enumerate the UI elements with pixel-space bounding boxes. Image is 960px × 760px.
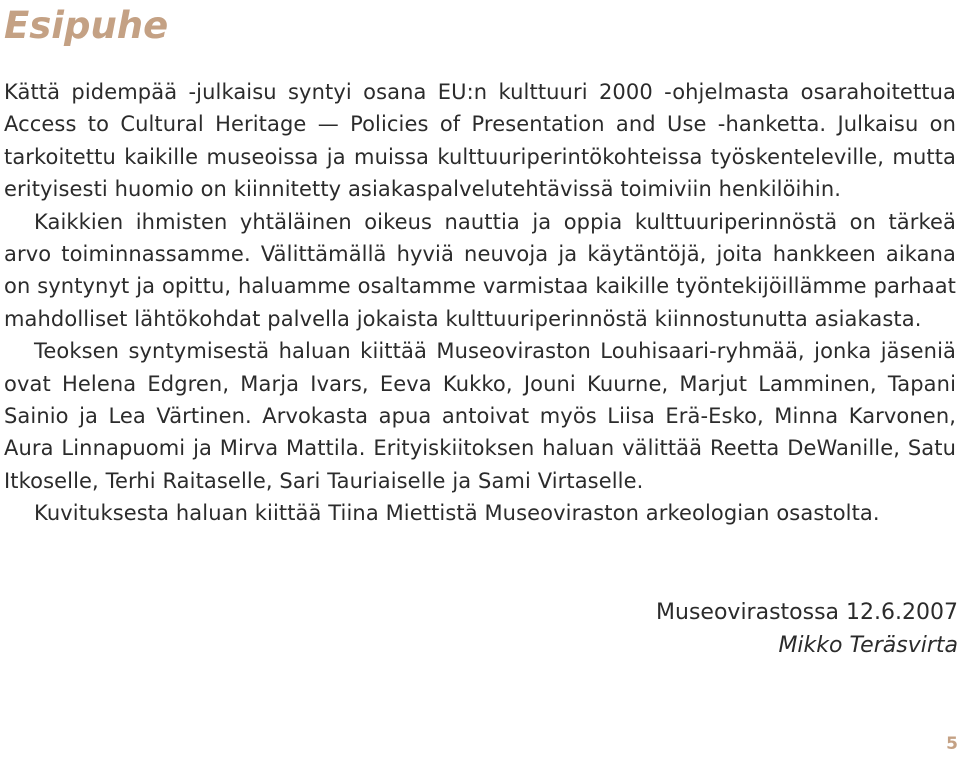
signature-place-date: Museovirastossa 12.6.2007 [656,600,958,625]
paragraph-thanks: Teoksen syntymisestä haluan kiittää Museoviraston Louhisaari-ryhmää, jonka jäseniä ovat Helena Edgren, Marja Ivars, Eeva Kukko, Jouni Kuurne, Marjut Lamminen, Tapani Sainio ja Lea Värtinen. Arvokasta apua antoivat myös Liisa Erä-Esko, Minna Karvonen, Aura Linnapuomi ja Mirva Mattila. Erityiskiitoksen haluan välittää Reetta DeWanille, Satu Itkoselle, Terhi Raitaselle, Sari Tauriaiselle ja Sami Virtaselle. [4,339,956,493]
signature-block [656,596,958,662]
paragraph-illustration-thanks: Kuvituksesta haluan kiittää Tiina Miettistä Museoviraston arkeologian osastolta. [34,501,880,526]
foreword-body [4,76,956,530]
paragraph-intro: Kättä pidempää -julkaisu syntyi osana EU:n kulttuuri 2000 -ohjelmasta osarahoitettua Access to Cultural Heritage — Policies of Presentation and Use -hanketta. Julkaisu on tarkoitettu kaikille museoissa ja muissa kulttuuriperintökohteissa työskenteleville, mutta erityisesti huomio on kiinnitetty asiakaspalvelutehtävissä toimiviin henkilöihin. [4,80,956,202]
page-title: Esipuhe [4,4,169,47]
paragraph-values: Kaikkien ihmisten yhtäläinen oikeus nauttia ja oppia kulttuuriperinnöstä on tärkeä arvo toiminnassamme. Välittämällä hyviä neuvoja ja käytäntöjä, joita hankkeen aikana on syntynyt ja opittu, haluamme osaltamme varmistaa kaikille työntekijöillämme parhaat mahdolliset lähtökohdat palvella jokaista kulttuuriperinnöstä kiinnostunutta asiakasta. [4,209,956,331]
signature-name: Mikko Teräsvirta [778,633,958,658]
page-number: 5 [946,734,958,754]
